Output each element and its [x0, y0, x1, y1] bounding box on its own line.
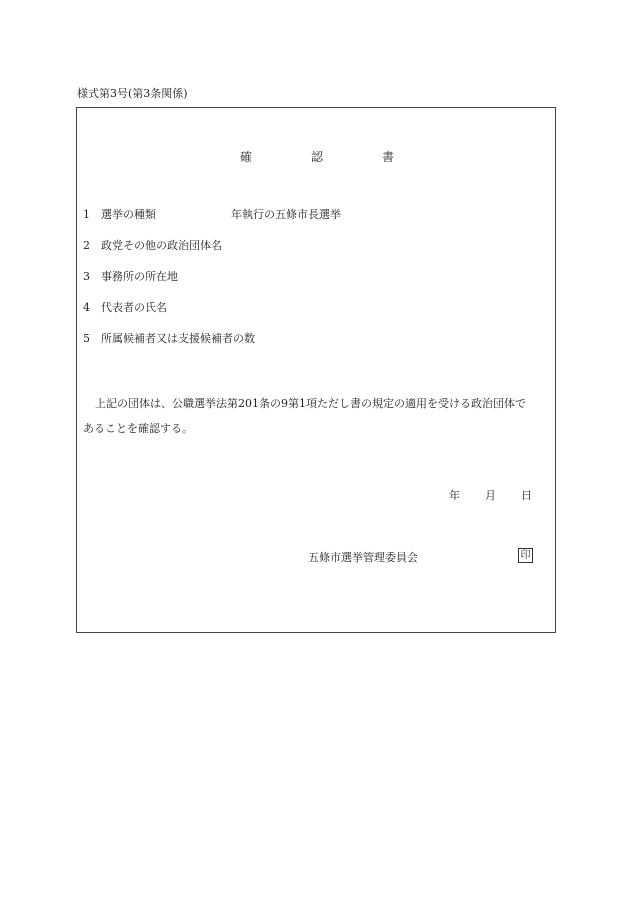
date-year: 年	[449, 489, 460, 502]
date-day: 日	[521, 489, 532, 502]
item-candidate-count	[83, 330, 255, 346]
item-election-type-value: 年執行の五條市長選挙	[231, 208, 341, 221]
item-label: 所属候補者又は支援候補者の数	[101, 332, 255, 345]
item-election-type	[83, 206, 156, 222]
date-month: 月	[485, 489, 496, 502]
form-number: 様式第3号(第3条関係)	[77, 87, 188, 100]
title-char-3: 書	[382, 150, 395, 164]
item-number: 5	[83, 332, 90, 345]
item-label: 代表者の氏名	[101, 301, 167, 314]
item-label: 選挙の種類	[101, 208, 156, 221]
item-representative-name	[83, 299, 167, 315]
item-office-address	[83, 268, 178, 284]
item-number: 1	[83, 208, 90, 221]
confirmation-text	[83, 391, 553, 441]
confirmation-line-1: 上記の団体は、公職選挙法第201条の9第1項ただし書の規定の適用を受ける政治団体で	[95, 397, 526, 410]
item-number: 2	[83, 239, 90, 252]
item-number: 3	[83, 270, 90, 283]
title-char-1: 確	[240, 150, 253, 164]
seal-mark: 印	[518, 548, 533, 563]
issuer-name: 五條市選挙管理委員会	[308, 551, 418, 564]
title-char-2: 認	[311, 150, 324, 164]
item-label: 事務所の所在地	[101, 270, 178, 283]
item-party-name	[83, 237, 222, 253]
item-number: 4	[83, 301, 90, 314]
confirmation-line-2: あることを確認する。	[83, 422, 193, 435]
item-label: 政党その他の政治団体名	[101, 239, 222, 252]
